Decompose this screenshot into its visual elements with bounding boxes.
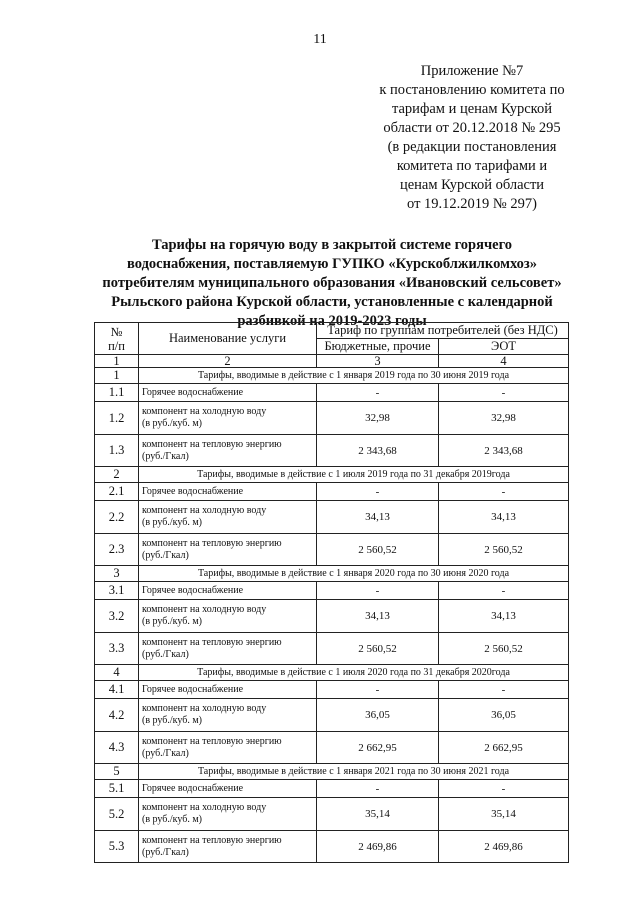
row-number: 3.3 (95, 633, 139, 665)
section-row (95, 368, 569, 384)
table-row (95, 831, 569, 863)
table-row (95, 633, 569, 665)
section-title: Тарифы, вводимые в действие с 1 июля 2020 года по 31 декабря 2020года (139, 665, 569, 681)
tariff-eot: - (439, 384, 569, 402)
row-number: 4.2 (95, 699, 139, 732)
tariff-budget: 32,98 (317, 402, 439, 435)
tariff-eot: 36,05 (439, 699, 569, 732)
section-title: Тарифы, вводимые в действие с 1 июля 2019 года по 31 декабря 2019года (139, 467, 569, 483)
service-name: компонент на холодную воду (в руб./куб. м) (139, 501, 317, 534)
table-row (95, 780, 569, 798)
tariff-eot: - (439, 780, 569, 798)
service-name: Горячее водоснабжение (139, 384, 317, 402)
tariff-eot: 2 469,86 (439, 831, 569, 863)
row-number: 3.2 (95, 600, 139, 633)
table-body (95, 368, 569, 863)
tariff-budget: - (317, 681, 439, 699)
tariff-table (94, 322, 569, 863)
service-name: Горячее водоснабжение (139, 681, 317, 699)
tariff-eot: - (439, 582, 569, 600)
annex-line: тарифам и ценам Курской (391, 101, 552, 117)
service-name: компонент на тепловую энергию (руб./Гкал) (139, 831, 317, 863)
row-number: 1.2 (95, 402, 139, 435)
table-header (95, 323, 569, 368)
tariff-eot: 2 560,52 (439, 534, 569, 566)
tariff-budget: 2 469,86 (317, 831, 439, 863)
table-row (95, 582, 569, 600)
title-line: Рыльского района Курской области, установленные с календарной (111, 294, 553, 310)
title-line: потребителям муниципального образования «Ивановский сельсовет» (102, 275, 562, 291)
table-row (95, 732, 569, 764)
page-number: 11 (313, 32, 327, 47)
table-row (95, 483, 569, 501)
row-number: 4.1 (95, 681, 139, 699)
section-number: 3 (95, 566, 139, 582)
tariff-budget: - (317, 582, 439, 600)
section-title: Тарифы, вводимые в действие с 1 января 2021 года по 30 июня 2021 года (139, 764, 569, 780)
row-number: 5.3 (95, 831, 139, 863)
service-name: компонент на холодную воду (в руб./куб. м) (139, 699, 317, 732)
annex-line: Приложение №7 (420, 63, 524, 79)
section-row (95, 467, 569, 483)
table-row (95, 435, 569, 467)
table-row (95, 501, 569, 534)
table-row (95, 681, 569, 699)
section-number: 4 (95, 665, 139, 681)
column-number: 2 (139, 355, 317, 368)
tariff-budget: 2 343,68 (317, 435, 439, 467)
row-number: 5.2 (95, 798, 139, 831)
row-number: 5.1 (95, 780, 139, 798)
row-number: 2.2 (95, 501, 139, 534)
annex-line: к постановлению комитета по (379, 82, 565, 98)
column-number: 1 (95, 355, 139, 368)
annex-line: от 19.12.2019 № 297) (407, 196, 537, 212)
tariff-budget: 2 560,52 (317, 633, 439, 665)
table-row (95, 600, 569, 633)
section-row (95, 566, 569, 582)
header-num: № п/п (95, 323, 139, 355)
tariff-budget: 2 662,95 (317, 732, 439, 764)
column-number-row (95, 355, 569, 368)
tariff-budget: 34,13 (317, 600, 439, 633)
row-number: 1.1 (95, 384, 139, 402)
row-number: 4.3 (95, 732, 139, 764)
section-number: 2 (95, 467, 139, 483)
annex-heading (352, 62, 592, 214)
header-budget: Бюджетные, прочие (317, 339, 439, 355)
column-number: 3 (317, 355, 439, 368)
row-number: 3.1 (95, 582, 139, 600)
service-name: компонент на холодную воду (в руб./куб. м) (139, 402, 317, 435)
tariff-budget: - (317, 780, 439, 798)
document-title (62, 236, 602, 331)
tariff-eot: 34,13 (439, 600, 569, 633)
tariff-eot: 34,13 (439, 501, 569, 534)
tariff-budget: 2 560,52 (317, 534, 439, 566)
annex-line: ценам Курской области (399, 177, 545, 193)
annex-line: (в редакции постановления (387, 139, 557, 155)
row-number: 1.3 (95, 435, 139, 467)
service-name: Горячее водоснабжение (139, 582, 317, 600)
header-tariff-group: Тариф по группам потребителей (без НДС) (317, 323, 569, 339)
section-number: 1 (95, 368, 139, 384)
tariff-budget: 36,05 (317, 699, 439, 732)
header-eot: ЭОТ (439, 339, 569, 355)
service-name: Горячее водоснабжение (139, 483, 317, 501)
column-number: 4 (439, 355, 569, 368)
section-row (95, 665, 569, 681)
table-row (95, 402, 569, 435)
title-line: Тарифы на горячую воду в закрытой системе горячего (151, 237, 513, 253)
annex-line: области от 20.12.2018 № 295 (383, 120, 561, 136)
row-number: 2.3 (95, 534, 139, 566)
tariff-eot: 2 560,52 (439, 633, 569, 665)
tariff-eot: - (439, 681, 569, 699)
table-row (95, 798, 569, 831)
service-name: компонент на тепловую энергию (руб./Гкал) (139, 435, 317, 467)
section-title: Тарифы, вводимые в действие с 1 января 2020 года по 30 июня 2020 года (139, 566, 569, 582)
service-name: компонент на тепловую энергию (руб./Гкал) (139, 633, 317, 665)
table-row (95, 699, 569, 732)
title-line: водоснабжения, поставляемую ГУПКО «Курскоблжилкомхоз» (127, 256, 537, 272)
service-name: компонент на холодную воду (в руб./куб. м) (139, 798, 317, 831)
tariff-budget: 35,14 (317, 798, 439, 831)
tariff-budget: 34,13 (317, 501, 439, 534)
section-number: 5 (95, 764, 139, 780)
tariff-budget: - (317, 483, 439, 501)
service-name: компонент на тепловую энергию (руб./Гкал) (139, 534, 317, 566)
section-row (95, 764, 569, 780)
title-line: разбивкой на 2019-2023 годы (237, 313, 427, 329)
service-name: компонент на тепловую энергию (руб./Гкал) (139, 732, 317, 764)
header-service: Наименование услуги (139, 323, 317, 355)
section-title: Тарифы, вводимые в действие с 1 января 2019 года по 30 июня 2019 года (139, 368, 569, 384)
tariff-budget: - (317, 384, 439, 402)
table-row (95, 384, 569, 402)
tariff-eot: 2 343,68 (439, 435, 569, 467)
row-number: 2.1 (95, 483, 139, 501)
tariff-eot: 32,98 (439, 402, 569, 435)
service-name: Горячее водоснабжение (139, 780, 317, 798)
tariff-eot: - (439, 483, 569, 501)
table-row (95, 534, 569, 566)
service-name: компонент на холодную воду (в руб./куб. м) (139, 600, 317, 633)
tariff-eot: 2 662,95 (439, 732, 569, 764)
tariff-eot: 35,14 (439, 798, 569, 831)
annex-line: комитета по тарифами и (396, 158, 548, 174)
